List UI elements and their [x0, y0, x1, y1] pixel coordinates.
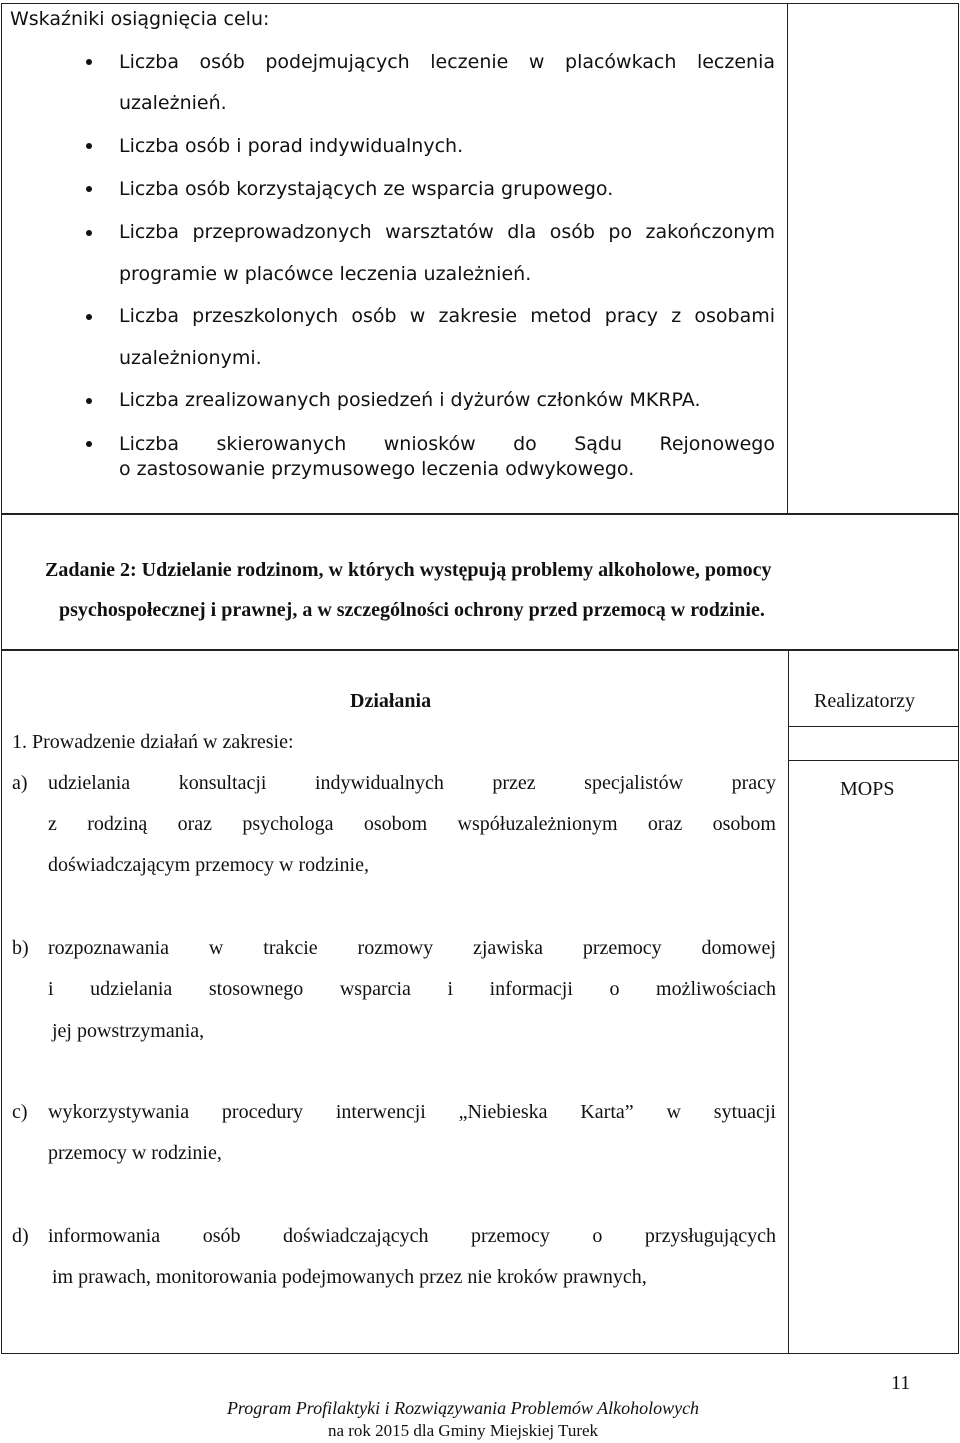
bullet-icon — [86, 230, 92, 236]
actions-intro: 1. Prowadzenie działań w zakresie: — [12, 731, 294, 753]
indicator-item-line: Liczba osób i porad indywidualnych. — [119, 135, 464, 157]
action-line: z rodziną oraz psychologa osobom współuzależnionym oraz osobom — [48, 813, 776, 835]
action-label: b) — [12, 937, 29, 959]
action-label: d) — [12, 1225, 29, 1247]
indicator-item-line: Liczba skierowanych wniosków do Sądu Rejonowego — [119, 433, 775, 455]
indicator-item-line: uzależnień. — [119, 92, 227, 114]
bullet-icon — [86, 441, 92, 447]
action-line: wykorzystywania procedury interwencji „Niebieska Karta” w sytuacji — [48, 1101, 776, 1123]
action-label: a) — [12, 772, 28, 794]
header-rule — [788, 726, 959, 727]
footer-program-title: Program Profilaktyki i Rozwiązywania Problemów Alkoholowych — [226, 1398, 700, 1418]
realizer-mops: MOPS — [840, 778, 895, 800]
action-label: c) — [12, 1101, 28, 1123]
indicator-item-line: Liczba osób podejmujących leczenie w placówkach leczenia — [119, 51, 775, 73]
action-line: doświadczającym przemocy w rodzinie, — [48, 854, 369, 876]
action-line: jej powstrzymania, — [52, 1020, 205, 1042]
action-line: udzielania konsultacji indywidualnych przez specjalistów pracy — [48, 772, 776, 794]
column-header-realizers: Realizatorzy — [814, 690, 916, 712]
bullet-icon — [86, 186, 92, 192]
task-title-line: psychospołecznej i prawnej, a w szczególności ochrony przed przemocą w rodzinie. — [59, 599, 765, 621]
indicator-item-line: Liczba osób korzystających ze wsparcia grupowego. — [119, 178, 614, 200]
action-line: im prawach, monitorowania podejmowanych przez nie kroków prawnych, — [52, 1266, 647, 1288]
indicators-divider — [787, 3, 788, 514]
bullet-icon — [86, 59, 92, 65]
indicator-item-line: o zastosowanie przymusowego leczenia odwykowego. — [119, 458, 635, 480]
bullet-icon — [86, 314, 92, 320]
indicators-heading: Wskaźniki osiągnięcia celu: — [10, 8, 270, 30]
action-line: przemocy w rodzinie, — [48, 1142, 222, 1164]
table-column-divider — [788, 650, 789, 1354]
actions-table — [1, 650, 959, 1354]
footer-program-year: na rok 2015 dla Gminy Miejskiej Turek — [327, 1421, 599, 1440]
indicator-item-line: Liczba przeprowadzonych warsztatów dla osób po zakończonym — [119, 221, 775, 243]
action-line: i udzielania stosownego wsparcia i informacji o możliwościach — [48, 978, 776, 1000]
column-header-actions: Działania — [350, 690, 432, 712]
indicator-item-line: Liczba zrealizowanych posiedzeń i dyżurów członków MKRPA. — [119, 389, 701, 411]
realizer-rule — [788, 760, 959, 761]
page-number: 11 — [891, 1372, 911, 1394]
indicator-item-line: programie w placówce leczenia uzależnień. — [119, 263, 532, 285]
task-box — [1, 514, 959, 650]
indicator-item-line: Liczba przeszkolonych osób w zakresie metod pracy z osobami — [119, 305, 775, 327]
action-line: informowania osób doświadczających przemocy o przysługujących — [48, 1225, 776, 1247]
action-line: rozpoznawania w trakcie rozmowy zjawiska przemocy domowej — [48, 937, 776, 959]
indicator-item-line: uzależnionymi. — [119, 347, 262, 369]
bullet-icon — [86, 143, 92, 149]
task-title-line: Zadanie 2: Udzielanie rodzinom, w których występują problemy alkoholowe, pomocy — [45, 559, 772, 581]
bullet-icon — [86, 398, 92, 404]
